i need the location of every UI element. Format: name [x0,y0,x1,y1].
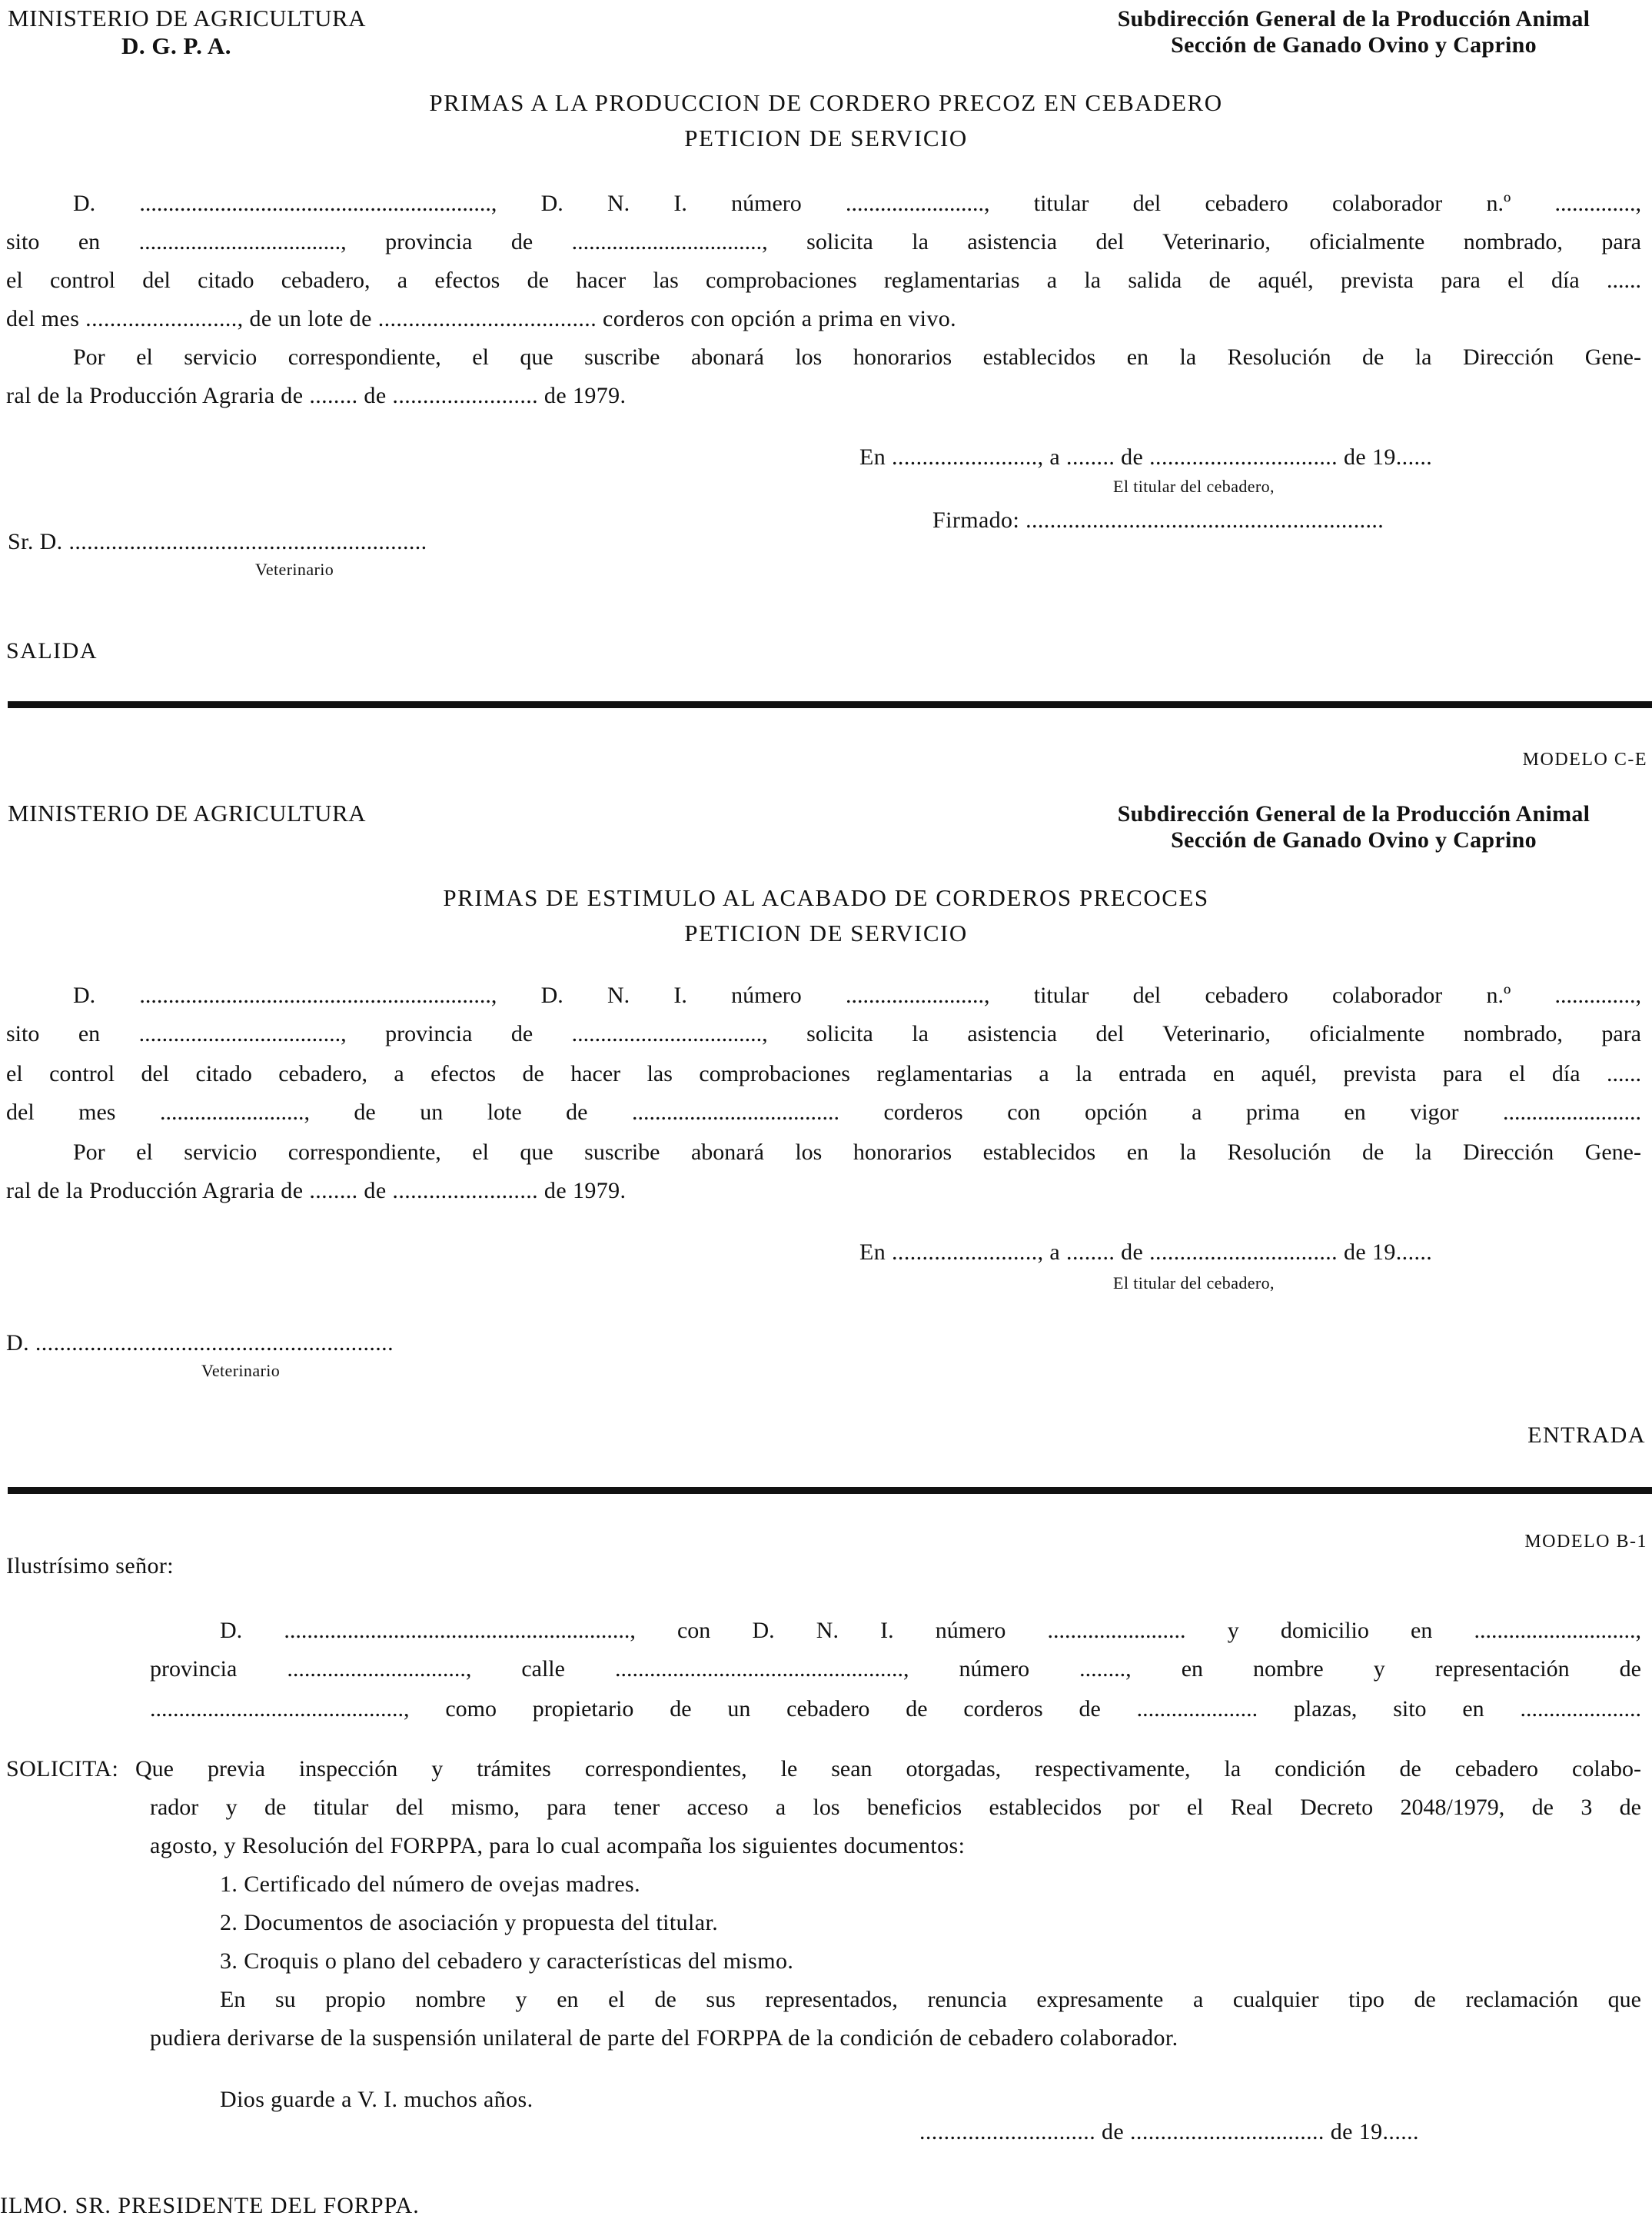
form3-request-line: Que previa inspección y trámites correspondientes, le sean otorgadas, respectivamente, la condición de cebadero colabo- [135,1756,1641,1782]
ministry-name: MINISTERIO DE AGRICULTURA [8,5,367,32]
form2-section-name: Sección de Ganado Ovino y Caprino [1171,827,1537,853]
form2-applicant-line: D. ............................................................., D. N. I. número ........................, titular del cebadero colaborador n.º .............., [73,983,1641,1008]
form3-request-line: rador y de titular del mismo, para tener acceso a los beneficios establecidos por el Real Decreto 2048/1979, de 3 de [150,1795,1641,1820]
form2-vet-label: Veterinario [201,1361,281,1380]
form2-lot-line: del mes ........................., de un lote de .................................... corderos con opción a prima en vigor ........................ [6,1100,1641,1125]
form2-model-label: MODELO C-E [1522,750,1647,770]
directorate-code: D. G. P. A. [121,32,232,59]
ministry-header [8,5,366,60]
form3-document-item: 3. Croquis o plano del cebadero y características del mismo. [220,1948,794,1974]
form1-lot-line: del mes ........................., de un lote de .................................... corderos con opción a prima en vivo. [6,306,957,331]
subdirectorate-name: Subdirección General de la Producción Animal [1117,6,1591,32]
subdirectorate-header [1058,6,1650,58]
form3-closing: Dios guarde a V. I. muchos años. [220,2087,533,2112]
section-name: Sección de Ganado Ovino y Caprino [1171,32,1537,58]
form2-ministry-name: MINISTERIO DE AGRICULTURA [8,800,367,827]
form1-location-line: sito en ..................................., provincia de ................................., solicita la asistencia del Veterinario, oficialmente nombrado, para [6,229,1641,255]
form1-control-line: el control del citado cebadero, a efectos de hacer las comprobaciones reglamentarias a la salida de aquél, prevista para el día ...... [6,268,1641,293]
form1-section-label: SALIDA [6,638,98,664]
form3-solicita-label: SOLICITA: [6,1756,119,1782]
form3-renounce-line: En su propio nombre y en el de sus representados, renuncia expresamente a cualquier tipo de reclamación que [220,1987,1641,2012]
form3-property-line: ............................................, como propietario de un cebadero de corderos de ..................... plazas, sito en ..................... [150,1696,1641,1722]
form2-subtitle: PETICION DE SERVICIO [684,920,968,946]
form2-title-line: PRIMAS DE ESTIMULO AL ACABADO DE CORDEROS PRECOCES [443,884,1209,911]
form3-date-line: ............................. de ................................ de 19...... [919,2119,1419,2144]
form3-request-line: agosto, y Resolución del FORPPA, para lo cual acompaña los siguientes documentos: [150,1833,966,1858]
form2-location-line: sito en ..................................., provincia de ................................., solicita la asistencia del Veterinario, oficialmente nombrado, para [6,1021,1641,1046]
form2-title [0,884,1652,947]
form2-subdirectorate-name: Subdirección General de la Producción Animal [1117,801,1591,827]
form3-document-item: 2. Documentos de asociación y propuesta del titular. [220,1910,719,1935]
form1-fees-line: Por el servicio correspondiente, el que suscribe abonará los honorarios establecidos en la Resolución de la Dirección Gene- [73,344,1641,370]
form1-resolution-line: ral de la Producción Agraria de ........ de ........................ de 1979. [6,383,627,408]
form3-document-item: 1. Certificado del número de ovejas madres. [220,1871,641,1897]
section-divider-2 [8,1487,1652,1494]
form2-resolution-line: ral de la Producción Agraria de ........ de ........................ de 1979. [6,1178,627,1203]
form3-salutation: Ilustrísimo señor: [6,1553,175,1579]
form1-vet-label: Veterinario [255,560,334,579]
form1-holder-label: El titular del cebadero, [1113,477,1275,496]
form2-control-line: el control del citado cebadero, a efectos de hacer las comprobaciones reglamentarias a la entrada en aquél, prevista para el día ...... [6,1061,1641,1086]
form3-addressee: ILMO. SR. PRESIDENTE DEL FORPPA. [0,2193,420,2218]
form2-date-line: En ........................, a ........ de ............................... de 19...... [859,1239,1433,1265]
form2-section-label: ENTRADA [1527,1422,1646,1448]
form1-date-line: En ........................, a ........ de ............................... de 19...... [859,444,1433,470]
form3-renounce-line: pudiera derivarse de la suspensión unilateral de parte del FORPPA de la condición de cebadero colaborador. [150,2025,1178,2051]
section-divider [8,701,1652,708]
form2-vet-line: D. ........................................................... [6,1330,394,1356]
form3-model-label: MODELO B-1 [1524,1532,1647,1552]
form3-address-line: provincia ..............................., calle .................................................., número ........, en nombre y representación de [150,1656,1641,1682]
form3-applicant-line: D. ............................................................, con D. N. I. número ........................ y domicilio en ............................, [220,1618,1641,1643]
form1-title-line: PRIMAS A LA PRODUCCION DE CORDERO PRECOZ EN CEBADERO [429,89,1223,116]
form1-signature-line: Firmado: ........................................................... [932,507,1384,533]
form1-applicant-line: D. ............................................................., D. N. I. número ........................, titular del cebadero colaborador n.º .............., [73,191,1641,216]
form1-subtitle: PETICION DE SERVICIO [684,125,968,151]
form1-vet-line: Sr. D. ........................................................... [8,529,427,554]
form2-holder-label: El titular del cebadero, [1113,1273,1275,1292]
form1-title [0,89,1652,152]
form2-subdirectorate-header [1058,801,1650,853]
form2-fees-line: Por el servicio correspondiente, el que suscribe abonará los honorarios establecidos en la Resolución de la Dirección Gene- [73,1139,1641,1165]
